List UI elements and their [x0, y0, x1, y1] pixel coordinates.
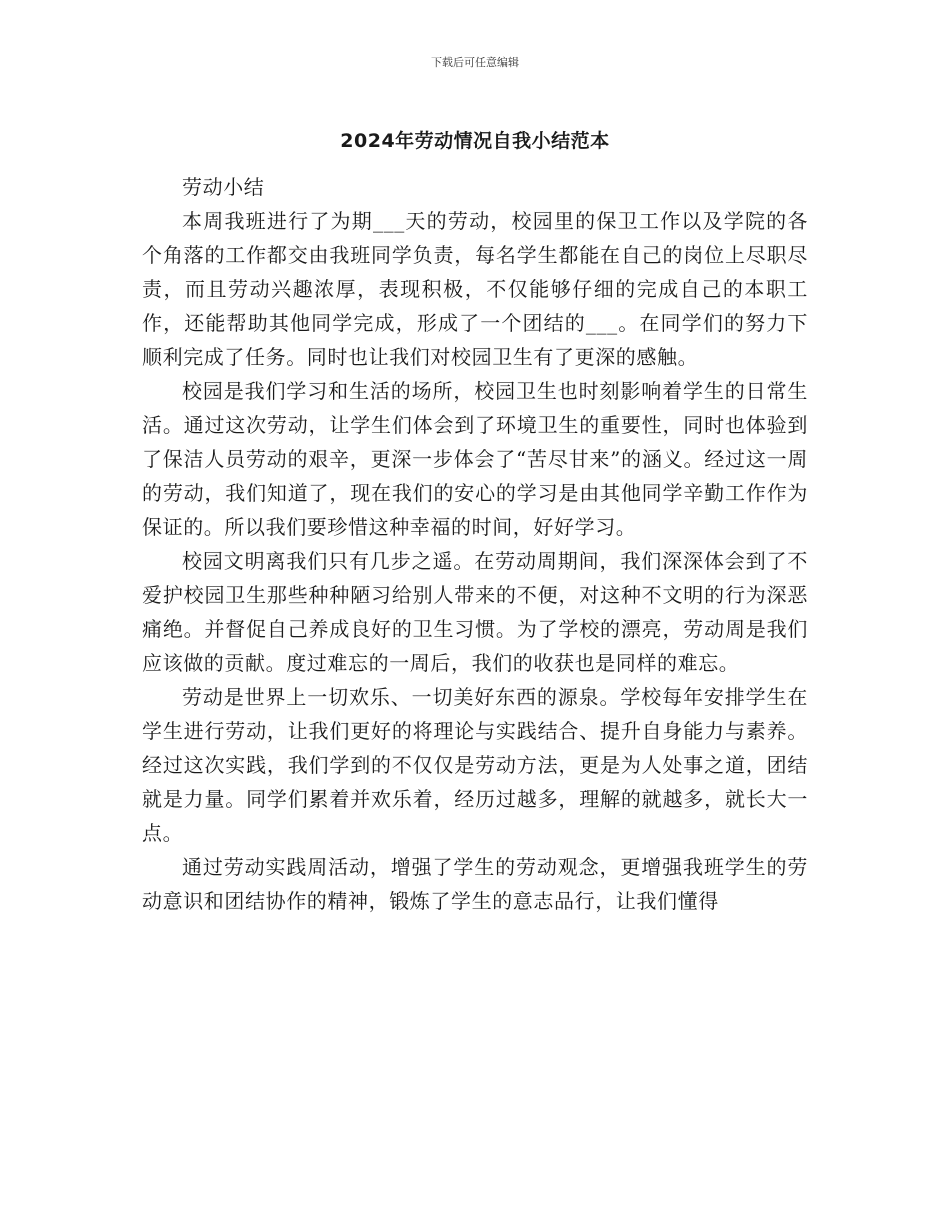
section-heading: 劳动小结	[182, 175, 265, 199]
document-body	[142, 170, 808, 918]
paragraph-5: 通过劳动实践周活动，增强了学生的劳动观念，更增强我班学生的劳动意识和团结协作的精神，锻炼了学生的意志品行，让我们懂得	[142, 855, 808, 913]
header-note: 下载后可任意编辑	[431, 56, 519, 69]
paragraph-1: 本周我班进行了为期___天的劳动，校园里的保卫工作以及学院的各个角落的工作都交由我班同学负责，每名学生都能在自己的岗位上尽职尽责，而且劳动兴趣浓厚，表现积极，不仅能够仔细的完成自己的本职工作，还能帮助其他同学完成，形成了一个团结的___。在同学们的努力下顺利完成了任务。同时也让我们对校园卫生有了更深的感触。	[142, 209, 808, 369]
paragraph-2: 校园是我们学习和生活的场所，校园卫生也时刻影响着学生的日常生活。通过这次劳动，让学生们体会到了环境卫生的重要性，同时也体验到了保洁人员劳动的艰辛，更深一步体会了“苦尽甘来”的涵义。经过这一周的劳动，我们知道了，现在我们的安心的学习是由其他同学辛勤工作作为保证的。所以我们要珍惜这种幸福的时间，好好学习。	[142, 379, 808, 539]
paragraph-3: 校园文明离我们只有几步之遥。在劳动周期间，我们深深体会到了不爱护校园卫生那些种种陋习给别人带来的不便，对这种不文明的行为深恶痛绝。并督促自己养成良好的卫生习惯。为了学校的漂亮，劳动周是我们应该做的贡献。度过难忘的一周后，我们的收获也是同样的难忘。	[142, 549, 808, 675]
document-title: 2024年劳动情况自我小结范本	[340, 130, 610, 152]
paragraph-4: 劳动是世界上一切欢乐、一切美好东西的源泉。学校每年安排学生在学生进行劳动，让我们更好的将理论与实践结合、提升自身能力与素养。经过这次实践，我们学到的不仅仅是劳动方法，更是为人处事之道，团结就是力量。同学们累着并欢乐着，经历过越多，理解的就越多，就长大一点。	[142, 685, 808, 845]
